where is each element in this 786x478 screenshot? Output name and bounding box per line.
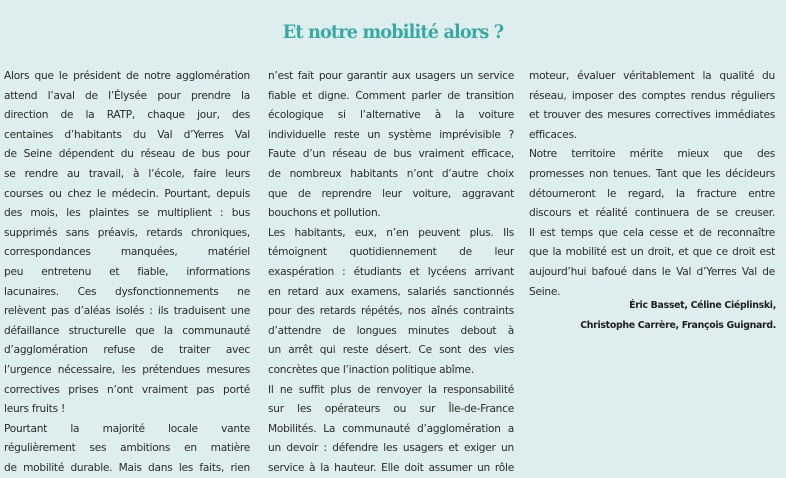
article-column-2	[268, 67, 514, 478]
text-line: lacunaires. Ces dysfonctionnements ne	[4, 285, 250, 298]
text-line: leurs fruits !	[4, 403, 65, 416]
text-line: Pourtant la majorité locale vante	[4, 422, 250, 435]
text-line: défaillance structurelle que la communauté	[4, 324, 250, 337]
text-line: moteur, évaluer véritablement la qualité du	[529, 70, 775, 82]
text-line: efficaces.	[529, 128, 577, 141]
text-line: peu entretenu et fiable, informations	[4, 265, 250, 278]
signature-line-2: Christophe Carrère, François Guignard.	[580, 319, 776, 331]
text-line: correctives prises n’ont vraiment pas porté	[4, 383, 250, 396]
text-line: Il ne suffit plus de renvoyer la responsabilité	[268, 383, 514, 396]
text-line: témoignent quotidiennement de leur	[268, 246, 514, 259]
text-line: Les habitants, eux, n’en peuvent plus. Ils	[268, 226, 514, 239]
text-line: détourneront le regard, la fracture entre	[529, 187, 775, 200]
text-line: relèvent pas d’aléas isolés : ils traduisent une	[4, 305, 250, 318]
text-line: des mois, les plaintes se multiplient : bus	[4, 207, 250, 220]
text-line: pour des retards répétés, nos aînés contraints	[268, 305, 514, 318]
text-line: que la mobilité est un droit, et que ce droit est	[529, 246, 775, 259]
text-line: que de reprendre leur voiture, aggravant	[268, 187, 514, 200]
text-line: Seine.	[529, 285, 561, 298]
text-line: n’est fait pour garantir aux usagers un service	[268, 70, 514, 82]
text-line: service à la hauteur. Elle doit assumer un rôle	[268, 461, 514, 474]
text-line: d’attendre de longues minutes debout à	[268, 324, 514, 337]
text-line: et trouver des mesures correctives immédiates	[529, 109, 775, 122]
text-line: concrètes que l’inaction politique abîme.	[268, 363, 474, 376]
text-line: d’agglomération refuse de traiter avec	[4, 344, 250, 357]
text-line: attend l’aval de l’Élysée pour prendre la	[4, 89, 250, 102]
text-line: écologique si l’alternative à la voiture	[268, 109, 514, 122]
text-line: individuelle reste un système imprévisible ?	[268, 128, 514, 141]
text-line: promesses non tenues. Tant que les décideurs	[529, 167, 775, 180]
text-line: direction de la RATP, chaque jour, des	[4, 109, 250, 122]
article-column-3	[529, 67, 775, 302]
text-line: régulièrement ses ambitions en matière	[4, 442, 250, 455]
text-line: Notre territoire mérite mieux que des	[529, 148, 775, 161]
article-title: Et notre mobilité alors ?	[282, 20, 504, 43]
text-line: discours et réalité continuera de se creuser.	[529, 207, 775, 220]
text-line: bouchons et pollution.	[268, 207, 381, 220]
text-line: de mobilité durable. Mais dans les faits, rien	[4, 461, 250, 474]
text-line: l’urgence nécessaire, les prétendues mesures	[4, 363, 250, 376]
text-line: courses ou chez le médecin. Pourtant, depuis	[4, 187, 250, 200]
text-line: un devoir : défendre les usagers et exiger un	[268, 442, 514, 455]
article-column-1	[4, 67, 250, 478]
text-line: réseau, imposer des comptes rendus réguliers	[529, 89, 775, 102]
text-line: sur les opérateurs ou sur Île-de-France	[268, 403, 514, 416]
signature	[529, 296, 776, 335]
text-line: de Seine dépendent du réseau de bus pour	[4, 148, 250, 161]
text-line: en retard aux examens, salariés sanctionnés	[268, 285, 514, 298]
text-line: supprimés sans préavis, retards chroniques,	[4, 226, 250, 239]
text-line: de nombreux habitants n’ont d’autre choix	[268, 167, 514, 180]
text-line: Il est temps que cela cesse et de reconnaître	[529, 226, 775, 239]
text-line: Mobilités. La communauté d’agglomération a	[268, 422, 514, 435]
text-line: se rendre au travail, à l’école, faire leurs	[4, 167, 250, 180]
text-line: exaspération : étudiants et lycéens arrivant	[268, 265, 514, 278]
text-line: Faute d’un réseau de bus vraiment efficace,	[268, 148, 514, 161]
text-line: fiable et digne. Comment parler de transition	[268, 89, 514, 102]
text-line: aujourd’hui bafoué dans le Val d’Yerres Val de	[529, 265, 775, 278]
text-line: Alors que le président de notre agglomération	[4, 70, 250, 82]
text-line: correspondances manquées, matériel	[4, 246, 250, 259]
text-line: centaines d’habitants du Val d’Yerres Val	[4, 128, 250, 141]
text-line: un arrêt qui reste désert. Ce sont des vies	[268, 344, 514, 357]
signature-line-1: Éric Basset, Céline Ciéplinski,	[629, 300, 776, 311]
